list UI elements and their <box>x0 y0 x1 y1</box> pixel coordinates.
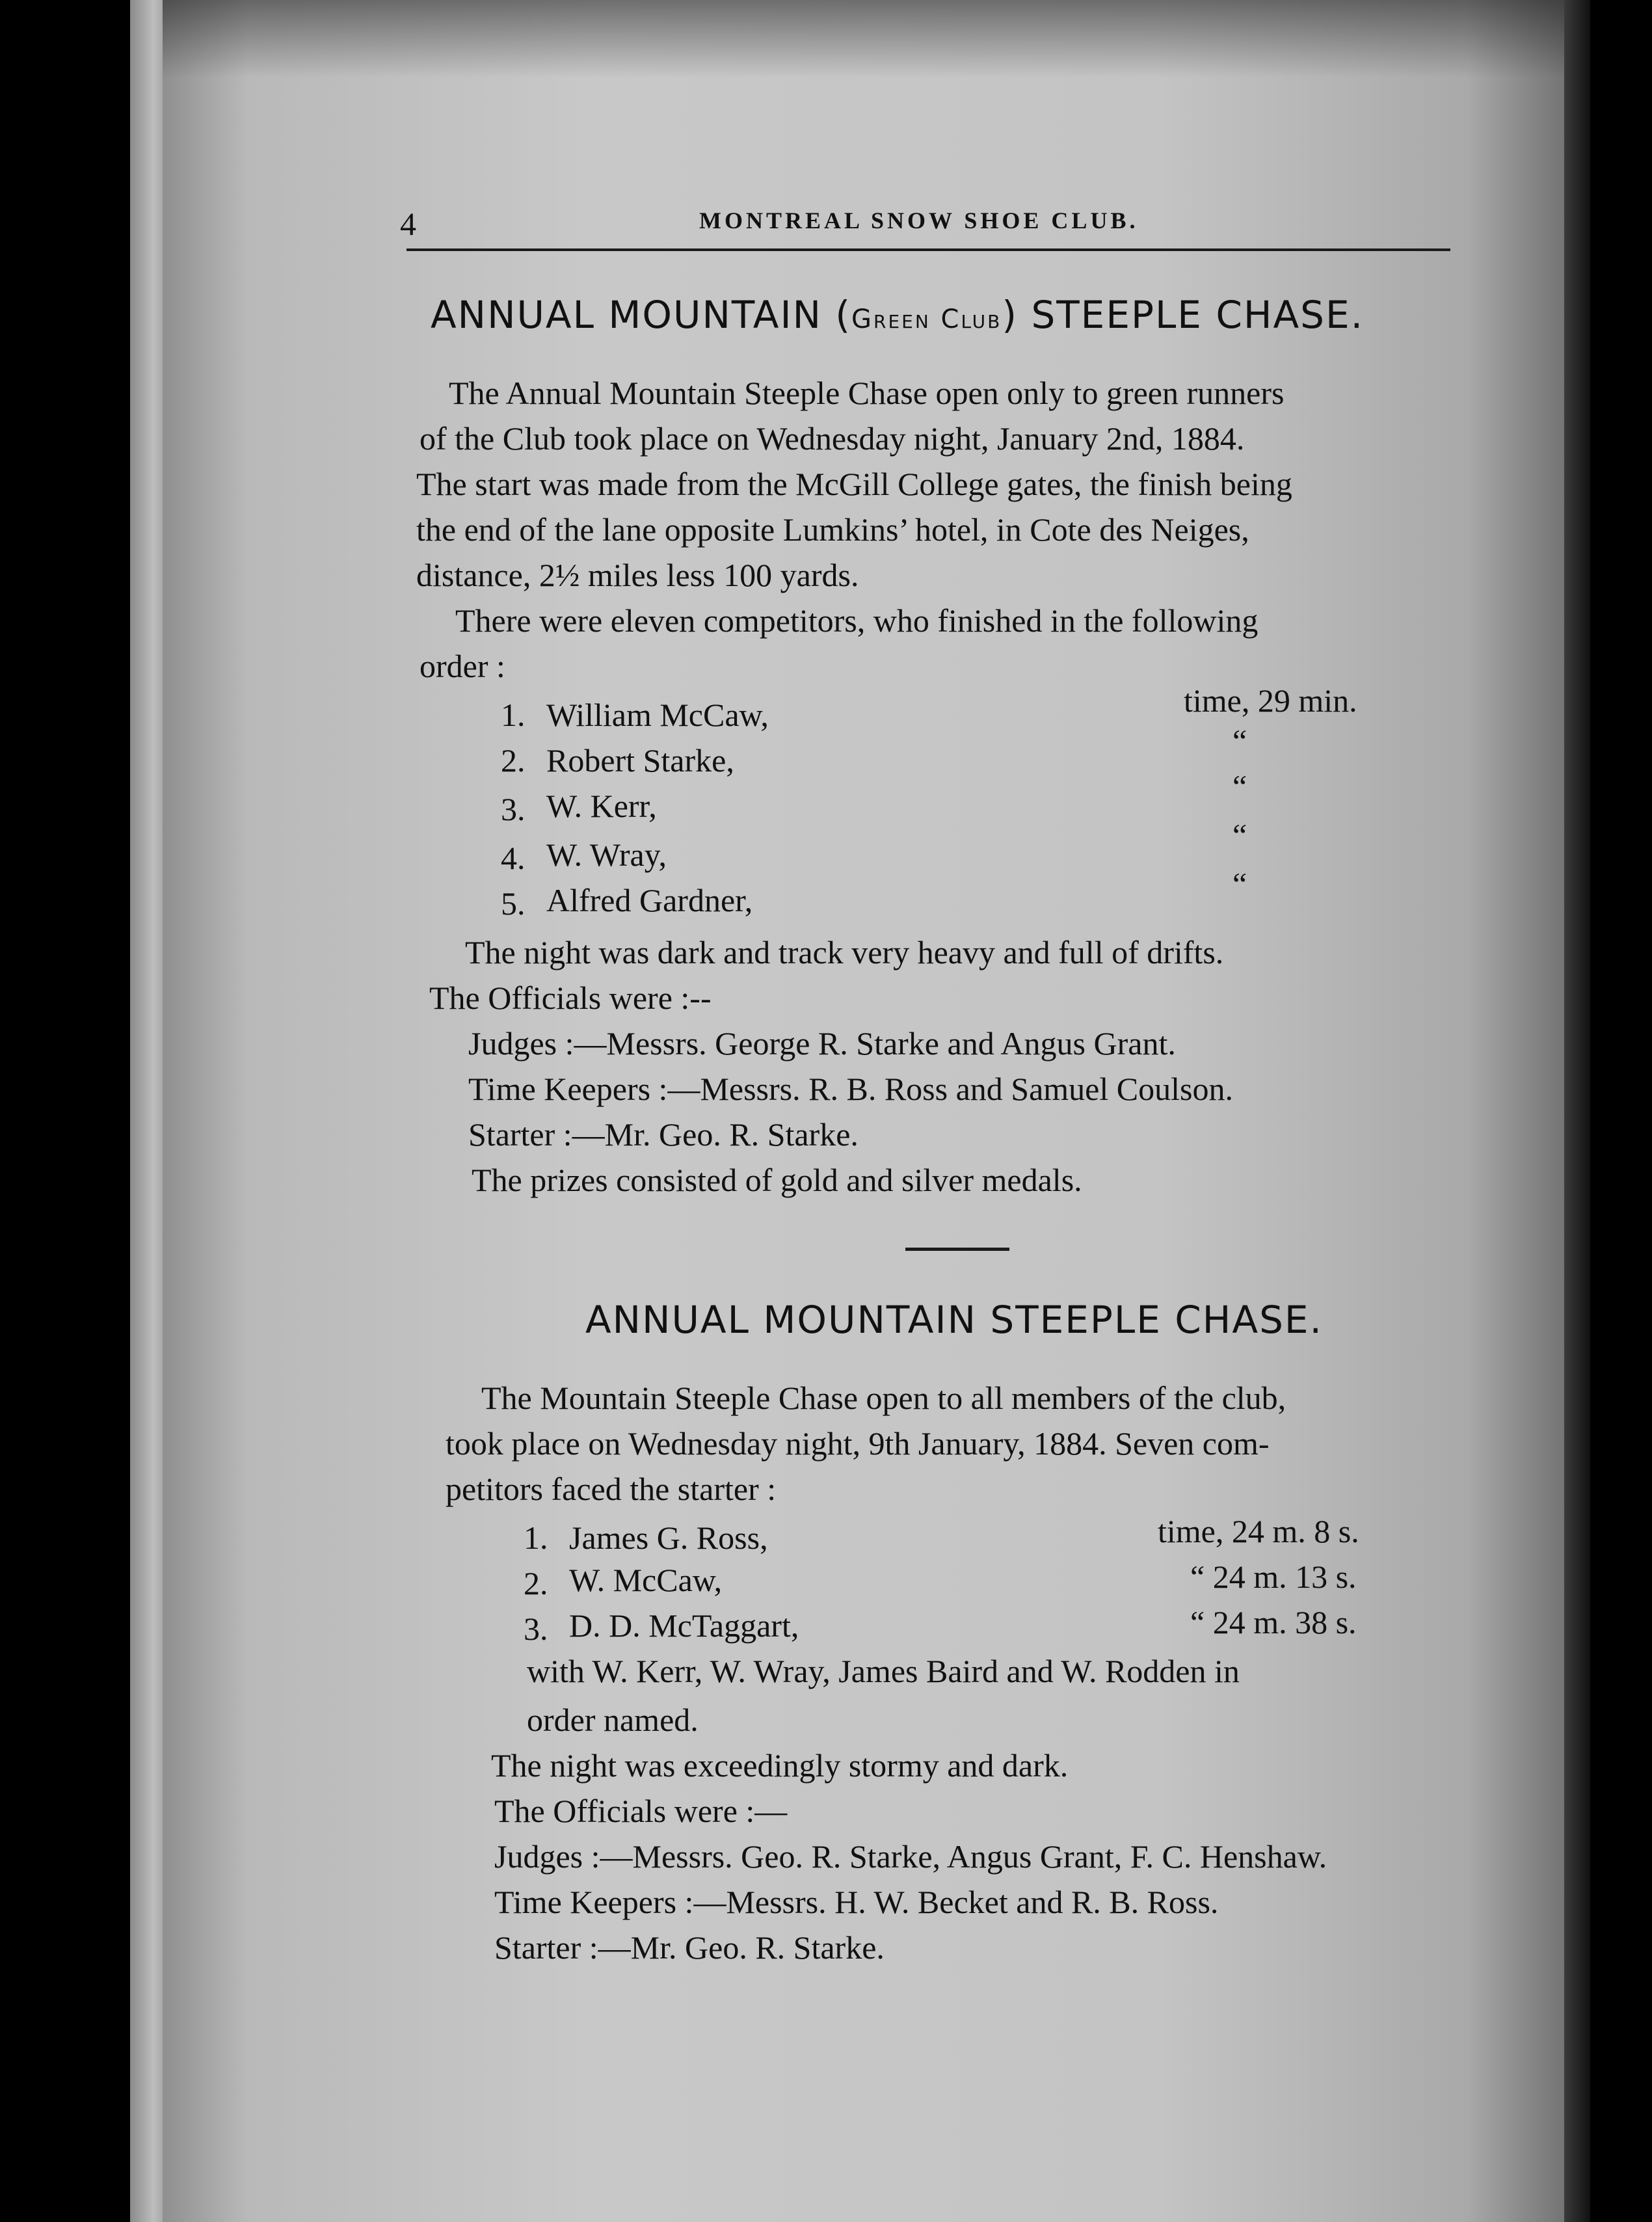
result-time: “ <box>1232 723 1247 759</box>
result-name: W. Kerr, <box>546 788 657 824</box>
result-number: 4. <box>501 840 526 876</box>
section-1-intro-line: order : <box>420 648 505 684</box>
section-1-para-line: The start was made from the McGill College gates, the finish being <box>416 466 1292 502</box>
page-right-edge <box>1564 0 1590 2222</box>
section-1-intro-line: There were eleven competitors, who finished in the following <box>455 602 1259 639</box>
result-number: 2. <box>501 742 526 779</box>
section-1-note-line: The prizes consisted of gold and silver medals. <box>472 1162 1082 1198</box>
section-divider <box>905 1248 1009 1251</box>
section-2-note-line: Time Keepers :—Messrs. H. W. Becket and R. B. Ross. <box>494 1884 1219 1920</box>
result-number: 2. <box>524 1565 548 1601</box>
result-time: “ <box>1232 768 1247 805</box>
result-name: Robert Starke, <box>546 742 734 779</box>
result-time: time, 29 min. <box>1184 682 1357 719</box>
section-1-heading-small-caps: Green Club <box>851 304 1002 334</box>
section-2-note-line: The Officials were :— <box>494 1793 788 1829</box>
result-time: “ <box>1232 817 1247 853</box>
section-1-para-line: of the Club took place on Wednesday night, January 2nd, 1884. <box>420 420 1245 457</box>
result-number: 1. <box>501 697 526 733</box>
section-1-note-line: The Officials were :-- <box>429 980 712 1016</box>
result-number: 5. <box>501 885 526 922</box>
section-1-para-line: The Annual Mountain Steeple Chase open only to green runners <box>449 375 1285 411</box>
section-1-note-line: Time Keepers :—Messrs. R. B. Ross and Samuel Coulson. <box>468 1071 1233 1107</box>
header-rule <box>406 248 1450 251</box>
section-1-heading-part-b: ) STEEPLE CHASE. <box>1002 293 1365 337</box>
section-2-para-line: petitors faced the starter : <box>446 1471 777 1507</box>
section-2-heading: ANNUAL MOUNTAIN STEEPLE CHASE. <box>585 1298 1323 1342</box>
result-name: W. McCaw, <box>569 1562 723 1598</box>
result-name: William McCaw, <box>546 697 769 733</box>
result-number: 3. <box>524 1611 548 1647</box>
section-1-para-line: the end of the lane opposite Lumkins’ hotel, in Cote des Neiges, <box>416 511 1249 548</box>
result-time: “ 24 m. 38 s. <box>1190 1604 1357 1640</box>
section-1-heading-part-a: ANNUAL MOUNTAIN ( <box>431 293 852 337</box>
section-2-note-line: Judges :—Messrs. Geo. R. Starke, Angus Grant, F. C. Henshaw. <box>494 1838 1327 1875</box>
section-1-heading <box>431 293 1364 337</box>
running-title: MONTREAL SNOW SHOE CLUB. <box>699 207 1139 234</box>
section-1-note-line: The night was dark and track very heavy and full of drifts. <box>465 934 1224 970</box>
section-2-with-line: with W. Kerr, W. Wray, James Baird and W. Rodden in <box>527 1653 1240 1689</box>
result-time: time, 24 m. 8 s. <box>1158 1513 1359 1549</box>
result-name: Alfred Gardner, <box>546 882 753 918</box>
section-1-note-line: Starter :—Mr. Geo. R. Starke. <box>468 1116 859 1153</box>
result-number: 1. <box>524 1519 548 1556</box>
result-name: D. D. McTaggart, <box>569 1607 799 1644</box>
section-1-note-line: Judges :—Messrs. George R. Starke and Angus Grant. <box>468 1025 1176 1062</box>
result-name: W. Wray, <box>546 837 667 873</box>
section-2-para-line: took place on Wednesday night, 9th January, 1884. Seven com- <box>446 1425 1270 1462</box>
section-2-para-line: The Mountain Steeple Chase open to all members of the club, <box>481 1380 1286 1416</box>
section-2-with-line: order named. <box>527 1702 699 1738</box>
section-2-note-line: The night was exceedingly stormy and dark. <box>491 1747 1069 1784</box>
page-number: 4 <box>400 206 416 242</box>
page-top-shadow <box>163 0 1580 78</box>
result-time: “ <box>1232 866 1247 902</box>
result-name: James G. Ross, <box>569 1519 768 1556</box>
result-number: 3. <box>501 791 526 827</box>
section-2-note-line: Starter :—Mr. Geo. R. Starke. <box>494 1929 885 1966</box>
result-time: “ 24 m. 13 s. <box>1190 1559 1357 1595</box>
section-1-para-line: distance, 2½ miles less 100 yards. <box>416 557 859 593</box>
